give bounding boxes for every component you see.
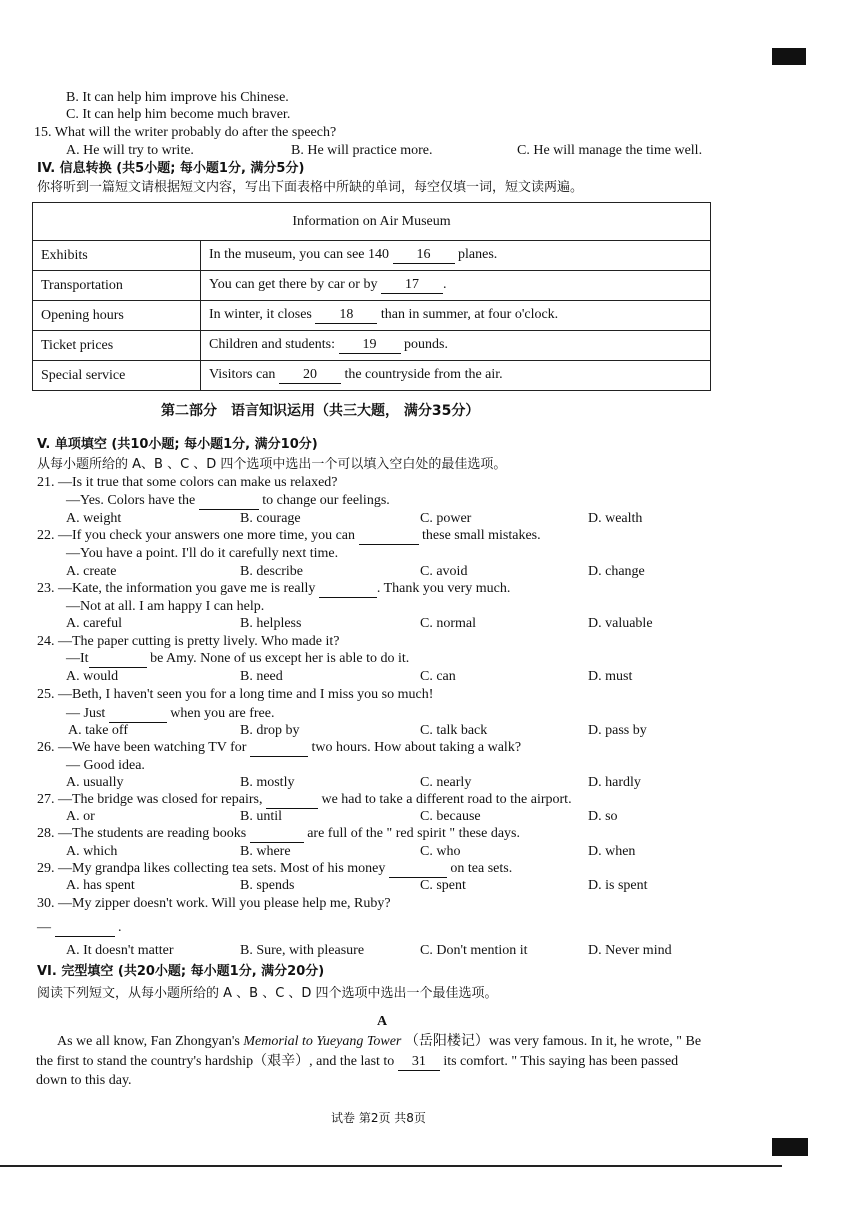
- q30-option-b: B. Sure, with pleasure: [240, 943, 365, 958]
- q23-option-a: A. careful: [66, 616, 122, 631]
- table-heading: Information on Air Museum: [33, 203, 711, 241]
- q25-option-d: D. pass by: [588, 723, 647, 738]
- q22-option-d: D. change: [588, 564, 645, 579]
- q30-line1: 30. —My zipper doesn't work. Will you please help me, Ruby?: [37, 896, 391, 911]
- table-row: [33, 361, 711, 391]
- passage-line1: As we all know, Fan Zhongyan's Memorial to Yueyang Tower （岳阳楼记）was very famous. In it, he wrote, " Be: [57, 1034, 702, 1049]
- passage-line2: the first to stand the country's hardship（艰辛）, and the last to 31 its comfort. " This saying has been passed: [36, 1054, 679, 1069]
- q26-option-b: B. mostly: [240, 775, 295, 790]
- q28-option-a: A. which: [66, 844, 118, 859]
- q26-line1: 26. —We have been watching TV for two hours. How about taking a walk?: [37, 740, 522, 755]
- q28-option-b: B. where: [240, 844, 291, 859]
- page-footer: 试卷 第2页 共8页: [331, 1111, 426, 1125]
- row-text: pounds.: [404, 337, 448, 352]
- q23-option-c: C. normal: [420, 616, 476, 631]
- q28-option-d: D. when: [588, 844, 636, 859]
- q26-option-d: D. hardly: [588, 775, 641, 790]
- q24-line2: —It be Amy. None of us except her is able to do it.: [66, 651, 410, 666]
- q30-option-d: D. Never mind: [588, 943, 672, 958]
- row-text: .: [442, 277, 447, 292]
- q25-line1: 25. —Beth, I haven't seen you for a long time and I miss you so much!: [37, 687, 434, 702]
- q24-option-b: B. need: [240, 669, 283, 684]
- row-text: In winter, it closes: [209, 307, 312, 322]
- q15-option-c: C. He will manage the time well.: [517, 143, 703, 158]
- table-row: [33, 241, 711, 271]
- q21-option-d: D. wealth: [588, 511, 643, 526]
- q22-option-c: C. avoid: [420, 564, 468, 579]
- q27-line1: 27. —The bridge was closed for repairs, we had to take a different road to the airport.: [37, 792, 572, 807]
- q22-option-a: A. create: [66, 564, 117, 579]
- q15-question: 15. What will the writer probably do after the speech?: [34, 125, 337, 140]
- q27-option-d: D. so: [588, 809, 618, 824]
- blank-16[interactable]: 16: [393, 247, 455, 264]
- q23-option-d: D. valuable: [588, 616, 653, 631]
- q30-option-a: A. It doesn't matter: [66, 943, 174, 958]
- q29-option-b: B. spends: [240, 878, 295, 893]
- q27-option-b: B. until: [240, 809, 283, 824]
- q14-option-c: C. It can help him become much braver.: [66, 107, 291, 122]
- blank-18[interactable]: 18: [315, 307, 377, 324]
- q30-line2: — .: [37, 920, 122, 935]
- q22-blank[interactable]: [359, 528, 419, 545]
- registration-mark-bottom: [772, 1138, 808, 1156]
- blank-17[interactable]: 17: [381, 277, 443, 294]
- table-row: [33, 271, 711, 301]
- q27-option-c: C. because: [420, 809, 481, 824]
- q14-option-b: B. It can help him improve his Chinese.: [66, 90, 289, 105]
- section4-title: IV. 信息转换 (共5小题; 每小题1分, 满分5分): [37, 161, 305, 176]
- q25-option-a: A. take off: [68, 723, 128, 738]
- q26-line2: — Good idea.: [66, 758, 145, 773]
- row-label: Opening hours: [33, 301, 201, 331]
- q15-option-a: A. He will try to write.: [66, 143, 194, 158]
- q21-option-c: C. power: [420, 511, 472, 526]
- row-label: Ticket prices: [33, 331, 201, 361]
- row-text: than in summer, at four o'clock.: [380, 307, 559, 322]
- q24-option-d: D. must: [588, 669, 633, 684]
- blank-20[interactable]: 20: [279, 367, 341, 384]
- q29-line1: 29. —My grandpa likes collecting tea sets. Most of his money on tea sets.: [37, 861, 513, 876]
- row-text: Visitors can: [209, 367, 276, 382]
- row-text: You can get there by car or by: [209, 277, 378, 292]
- blank-19[interactable]: 19: [339, 337, 401, 354]
- q23-option-b: B. helpless: [240, 616, 302, 631]
- row-text: planes.: [458, 247, 498, 262]
- q26-blank[interactable]: [250, 740, 308, 757]
- q22-line2: —You have a point. I'll do it carefully next time.: [66, 546, 339, 561]
- q22-line1: 22. —If you check your answers one more time, you can these small mistakes.: [37, 528, 541, 543]
- row-text: the countryside from the air.: [344, 367, 503, 382]
- info-table: [32, 202, 711, 391]
- q28-option-c: C. who: [420, 844, 461, 859]
- q24-line1: 24. —The paper cutting is pretty lively. Who made it?: [37, 634, 340, 649]
- q28-blank[interactable]: [250, 826, 304, 843]
- part2-title: 第二部分 语言知识运用（共三大题， 满分35分）: [161, 403, 480, 419]
- q25-line2: — Just when you are free.: [66, 706, 275, 721]
- q29-option-a: A. has spent: [66, 878, 135, 893]
- q23-blank[interactable]: [319, 581, 377, 598]
- row-label: Transportation: [33, 271, 201, 301]
- blank-31[interactable]: 31: [398, 1054, 440, 1071]
- q21-option-b: B. courage: [240, 511, 301, 526]
- section6-title: VI. 完型填空 (共20小题; 每小题1分, 满分20分): [37, 964, 325, 979]
- section5-instruction: 从每小题所给的 A、B 、C 、D 四个选项中选出一个可以填入空白处的最佳选项。: [37, 457, 507, 472]
- q29-option-c: C. spent: [420, 878, 466, 893]
- q27-option-a: A. or: [66, 809, 95, 824]
- section4-instruction: 你将听到一篇短文请根据短文内容，写出下面表格中所缺的单词，每空仅填一词，短文读两遍。: [37, 180, 584, 195]
- registration-mark-top: [772, 48, 806, 65]
- section5-title: V. 单项填空 (共10小题; 每小题1分, 满分10分): [37, 437, 318, 452]
- row-text: In the museum, you can see 140: [209, 247, 390, 262]
- q25-option-b: B. drop by: [240, 723, 300, 738]
- q15-option-b: B. He will practice more.: [291, 143, 433, 158]
- q23-line2: —Not at all. I am happy I can help.: [66, 599, 265, 614]
- q30-blank[interactable]: [55, 920, 115, 937]
- q21-line2: —Yes. Colors have the to change our feelings.: [66, 493, 390, 508]
- q26-option-a: A. usually: [66, 775, 124, 790]
- q25-blank[interactable]: [109, 706, 167, 723]
- footer-divider: [0, 1165, 782, 1167]
- q29-option-d: D. is spent: [588, 878, 648, 893]
- q21-option-a: A. weight: [66, 511, 122, 526]
- q29-blank[interactable]: [389, 861, 447, 878]
- row-label: Special service: [33, 361, 201, 391]
- q28-line1: 28. —The students are reading books are full of the " red spirit " these days.: [37, 826, 520, 841]
- row-text: Children and students:: [209, 337, 335, 352]
- q24-blank[interactable]: [89, 651, 147, 668]
- table-row: [33, 301, 711, 331]
- q21-line1: 21. —Is it true that some colors can make us relaxed?: [37, 475, 338, 490]
- q21-blank[interactable]: [199, 493, 259, 510]
- q27-blank[interactable]: [266, 792, 318, 809]
- q30-option-c: C. Don't mention it: [420, 943, 528, 958]
- q24-option-c: C. can: [420, 669, 456, 684]
- q26-option-c: C. nearly: [420, 775, 472, 790]
- section6-instruction: 阅读下列短文，从每小题所给的 A 、B 、C 、D 四个选项中选出一个最佳选项。: [37, 986, 498, 1001]
- row-label: Exhibits: [33, 241, 201, 271]
- passage-line3: down to this day.: [36, 1073, 132, 1088]
- q23-line1: 23. —Kate, the information you gave me is really . Thank you very much.: [37, 581, 511, 596]
- passage-letter: A: [377, 1014, 388, 1029]
- table-row: [33, 331, 711, 361]
- q25-option-c: C. talk back: [420, 723, 488, 738]
- q22-option-b: B. describe: [240, 564, 303, 579]
- q24-option-a: A. would: [66, 669, 119, 684]
